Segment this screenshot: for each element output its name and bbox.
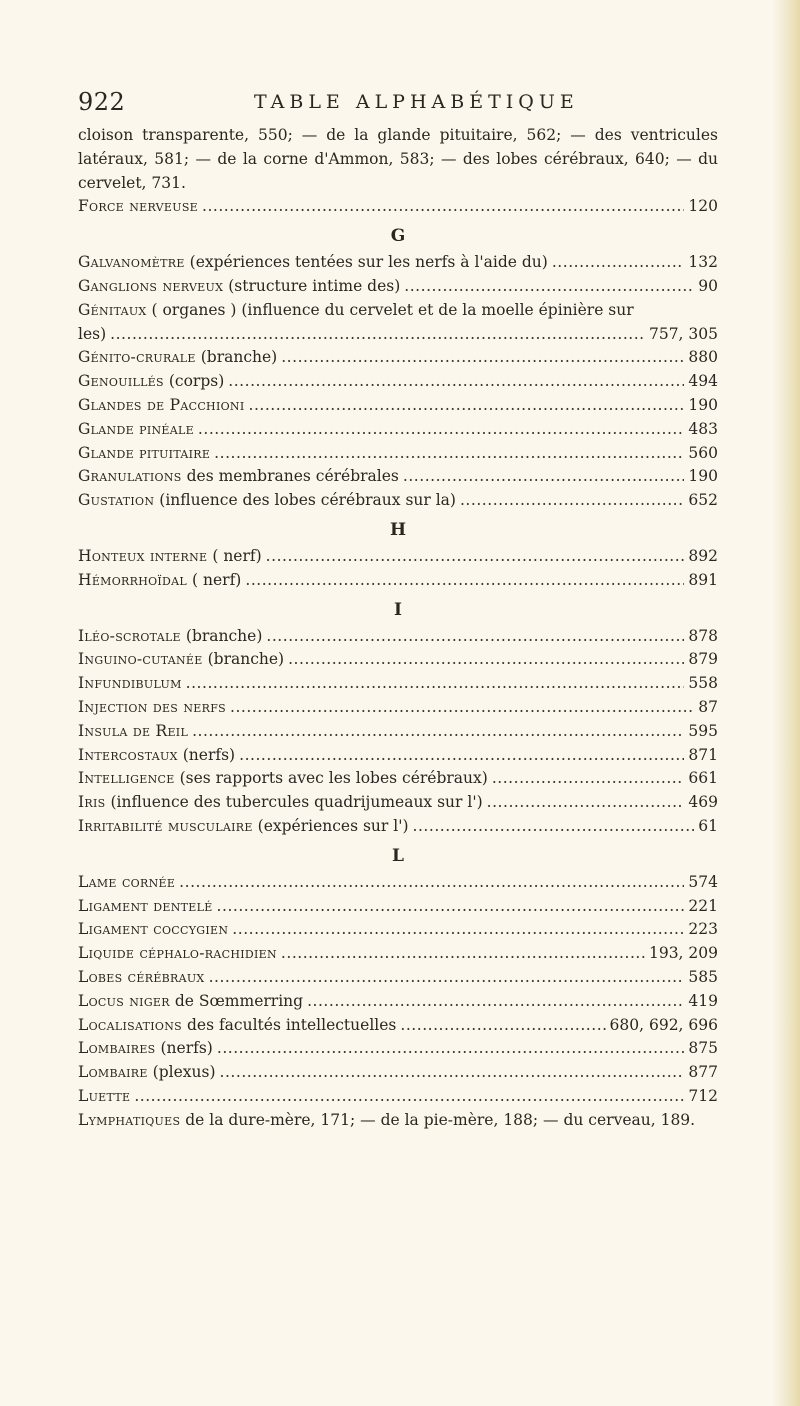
entry-pages: 595 [688,721,718,740]
entry-pages: 190 [688,395,718,414]
index-entry [78,791,718,815]
entry-pages: 560 [688,443,718,462]
entry-description: (structure intime des) [228,276,401,295]
index-entry-lymphatiques [78,1109,718,1133]
section-letter-l: L [392,845,404,866]
entry-term: Galvanomètre [78,253,185,272]
index-entry [78,744,718,768]
leader-dots [230,696,694,720]
entry-term: Inguino-cutanée [78,650,203,669]
leader-dots [217,1037,685,1061]
entry-term: Lame cornée [78,872,176,891]
entry-pages: 661 [688,769,718,788]
leader-dots [281,346,684,370]
leader-dots [403,465,685,489]
index-entry [78,1061,718,1085]
index-entry [78,672,718,696]
entry-term: Iris [78,793,106,812]
leader-dots [460,489,684,513]
entry-pages: 469 [688,793,718,812]
entry-description: (influence des tubercules quadrijumeaux sur l') [110,793,483,812]
entry-pages: 877 [688,1063,718,1082]
entry-term: Lombaires [78,1039,156,1058]
index-entry [78,346,718,370]
entry-term: Lombaire [78,1063,148,1082]
entry-description: de Sœmmerring [174,991,304,1010]
index-entry [78,895,718,919]
entry-description: (branche) [185,626,263,645]
entry-pages: 90 [698,276,718,295]
entry-pages: 891 [688,570,718,589]
entry-term: Glandes de Pacchioni [78,395,245,414]
entry-pages: 483 [688,419,718,438]
index-entry [78,918,718,942]
entry-term: Lymphatiques [78,1110,181,1129]
entry-pages: 120 [688,197,718,216]
index-entry [78,489,718,513]
leader-dots [110,323,645,347]
index-entry [78,871,718,895]
index-entry [78,942,718,966]
entries-f [78,195,718,219]
leader-dots [404,275,694,299]
index-entry [78,545,718,569]
index-entry [78,418,718,442]
index-entry [78,767,718,791]
leader-dots [179,871,684,895]
entry-description: des membranes cérébrales [186,467,399,486]
entry-description: (branche) [207,650,285,669]
entry-pages: 61 [698,816,718,835]
leader-dots [192,720,684,744]
section-letter-h: H [389,519,407,540]
entries-h [78,545,718,593]
entry-term: Localisations [78,1015,182,1034]
entry-pages: 221 [688,896,718,915]
entry-term: Injection des nerfs [78,697,226,716]
index-entry [78,394,718,418]
index-entry [78,720,718,744]
entry-pages: 879 [688,650,718,669]
page-number: 922 [78,88,126,116]
leader-dots [232,918,684,942]
entry-term: Liquide céphalo-rachidien [78,944,277,963]
entry-term: Infundibulum [78,674,182,693]
entry-description: ( organes ) (influence du cervelet et de la moelle épinière sur [151,300,634,319]
leader-dots [487,791,685,815]
entry-description: de la dure-mère, 171; — de la pie-mère, 188; — du cerveau, 189. [185,1110,696,1129]
leader-dots [134,1085,684,1109]
page-header [78,88,718,118]
entry-term: Ligament dentelé [78,896,213,915]
entry-pages: 190 [688,467,718,486]
leader-dots [400,1014,605,1038]
index-entry [78,625,718,649]
entry-description: ( nerf) [192,570,242,589]
entry-description: (expériences sur l') [257,816,409,835]
entry-term: Insula de Reil [78,721,189,740]
index-entry [78,275,718,299]
entry-term: Force nerveuse [78,197,198,216]
entry-term: Intercostaux [78,745,178,764]
leader-dots [228,370,684,394]
entry-pages: 880 [688,348,718,367]
leader-dots [186,672,685,696]
entry-term: Honteux interne [78,546,208,565]
entry-description: (corps) [168,372,225,391]
leader-dots [214,442,684,466]
entry-description: (nerfs) [182,745,236,764]
entry-term: Gustation [78,491,155,510]
continuation-paragraph: cloison transparente, 550; — de la glande pituitaire, 562; — des ventricules latéraux, 581; — de la corne d'Ammon, 583; — des lobes cérébraux, 640; — du cervelet, 731. [78,126,718,192]
entry-pages: 892 [688,546,718,565]
index-entry [78,370,718,394]
leader-dots [307,990,684,1014]
entry-term: Ligament coccygien [78,920,229,939]
leader-dots [266,545,685,569]
entry-pages: 494 [688,372,718,391]
leader-dots [245,569,684,593]
index-entry-genitaux-cont [78,323,718,347]
section-letter-g: G [390,226,406,247]
leader-dots [281,942,645,966]
entry-term: Locus niger [78,991,170,1010]
entry-pages: 574 [688,872,718,891]
index-entry [78,251,718,275]
entry-description: (nerfs) [160,1039,213,1058]
entries-g2 [78,346,718,513]
entry-term: Intelligence [78,769,175,788]
entry-description-cont: les) [78,324,107,343]
entry-description: (plexus) [152,1063,216,1082]
entry-description: (branche) [200,348,278,367]
entry-pages: 87 [698,697,718,716]
entry-term: Iléo-scrotale [78,626,181,645]
index-entry [78,966,718,990]
entry-term: Ganglions nerveux [78,276,224,295]
entry-pages: 680, 692, 696 [609,1015,718,1034]
entry-term: Lobes cérébraux [78,967,205,986]
leader-dots [217,895,685,919]
leader-dots [248,394,684,418]
entry-term: Génito-crurale [78,348,196,367]
entry-term: Glande pinéale [78,419,194,438]
leader-dots [266,625,684,649]
entry-pages: 757, 305 [648,324,718,343]
entry-term: Luette [78,1086,131,1105]
index-entry [78,465,718,489]
index-content [78,124,718,1132]
entry-pages: 585 [688,967,718,986]
leader-dots [552,251,685,275]
entry-term: Genouillés [78,372,164,391]
entry-pages: 652 [688,491,718,510]
entry-term: Granulations [78,467,182,486]
running-title: TABLE ALPHABÉTIQUE [254,91,579,113]
entry-pages: 558 [688,674,718,693]
index-entry [78,1037,718,1061]
entry-term: Hémorrhoïdal [78,570,188,589]
leader-dots [413,815,695,839]
index-entry [78,1014,718,1038]
entry-pages: 871 [688,745,718,764]
index-entry [78,442,718,466]
index-entry [78,696,718,720]
entries-i [78,625,718,839]
entry-pages: 193, 209 [648,944,718,963]
index-entry [78,195,718,219]
entry-description: ( nerf) [212,546,262,565]
leader-dots [202,195,684,219]
section-letter-i: I [394,599,402,620]
leader-dots [198,418,684,442]
index-entry [78,990,718,1014]
entries-l [78,871,718,1109]
entry-term: Irritabilité musculaire [78,816,253,835]
entry-pages: 875 [688,1039,718,1058]
leader-dots [492,767,685,791]
entry-pages: 132 [688,253,718,272]
entry-pages: 712 [688,1086,718,1105]
leader-dots [288,648,684,672]
leader-dots [209,966,685,990]
leader-dots [220,1061,685,1085]
page-edge-shadow [772,0,800,1406]
entry-description: (ses rapports avec les lobes cérébraux) [179,769,488,788]
index-entry [78,569,718,593]
entry-pages: 419 [688,991,718,1010]
entries-g1 [78,251,718,299]
index-entry [78,648,718,672]
entry-term: Glande pituitaire [78,443,211,462]
entry-description: (influence des lobes cérébraux sur la) [159,491,456,510]
entry-description: (expériences tentées sur les nerfs à l'aide du) [189,253,548,272]
entry-pages: 223 [688,920,718,939]
index-entry [78,815,718,839]
index-entry [78,1085,718,1109]
entry-description: des facultés intellectuelles [186,1015,397,1034]
index-entry-genitaux [78,299,718,323]
entry-term: Génitaux [78,300,147,319]
entry-pages: 878 [688,626,718,645]
leader-dots [239,744,684,768]
